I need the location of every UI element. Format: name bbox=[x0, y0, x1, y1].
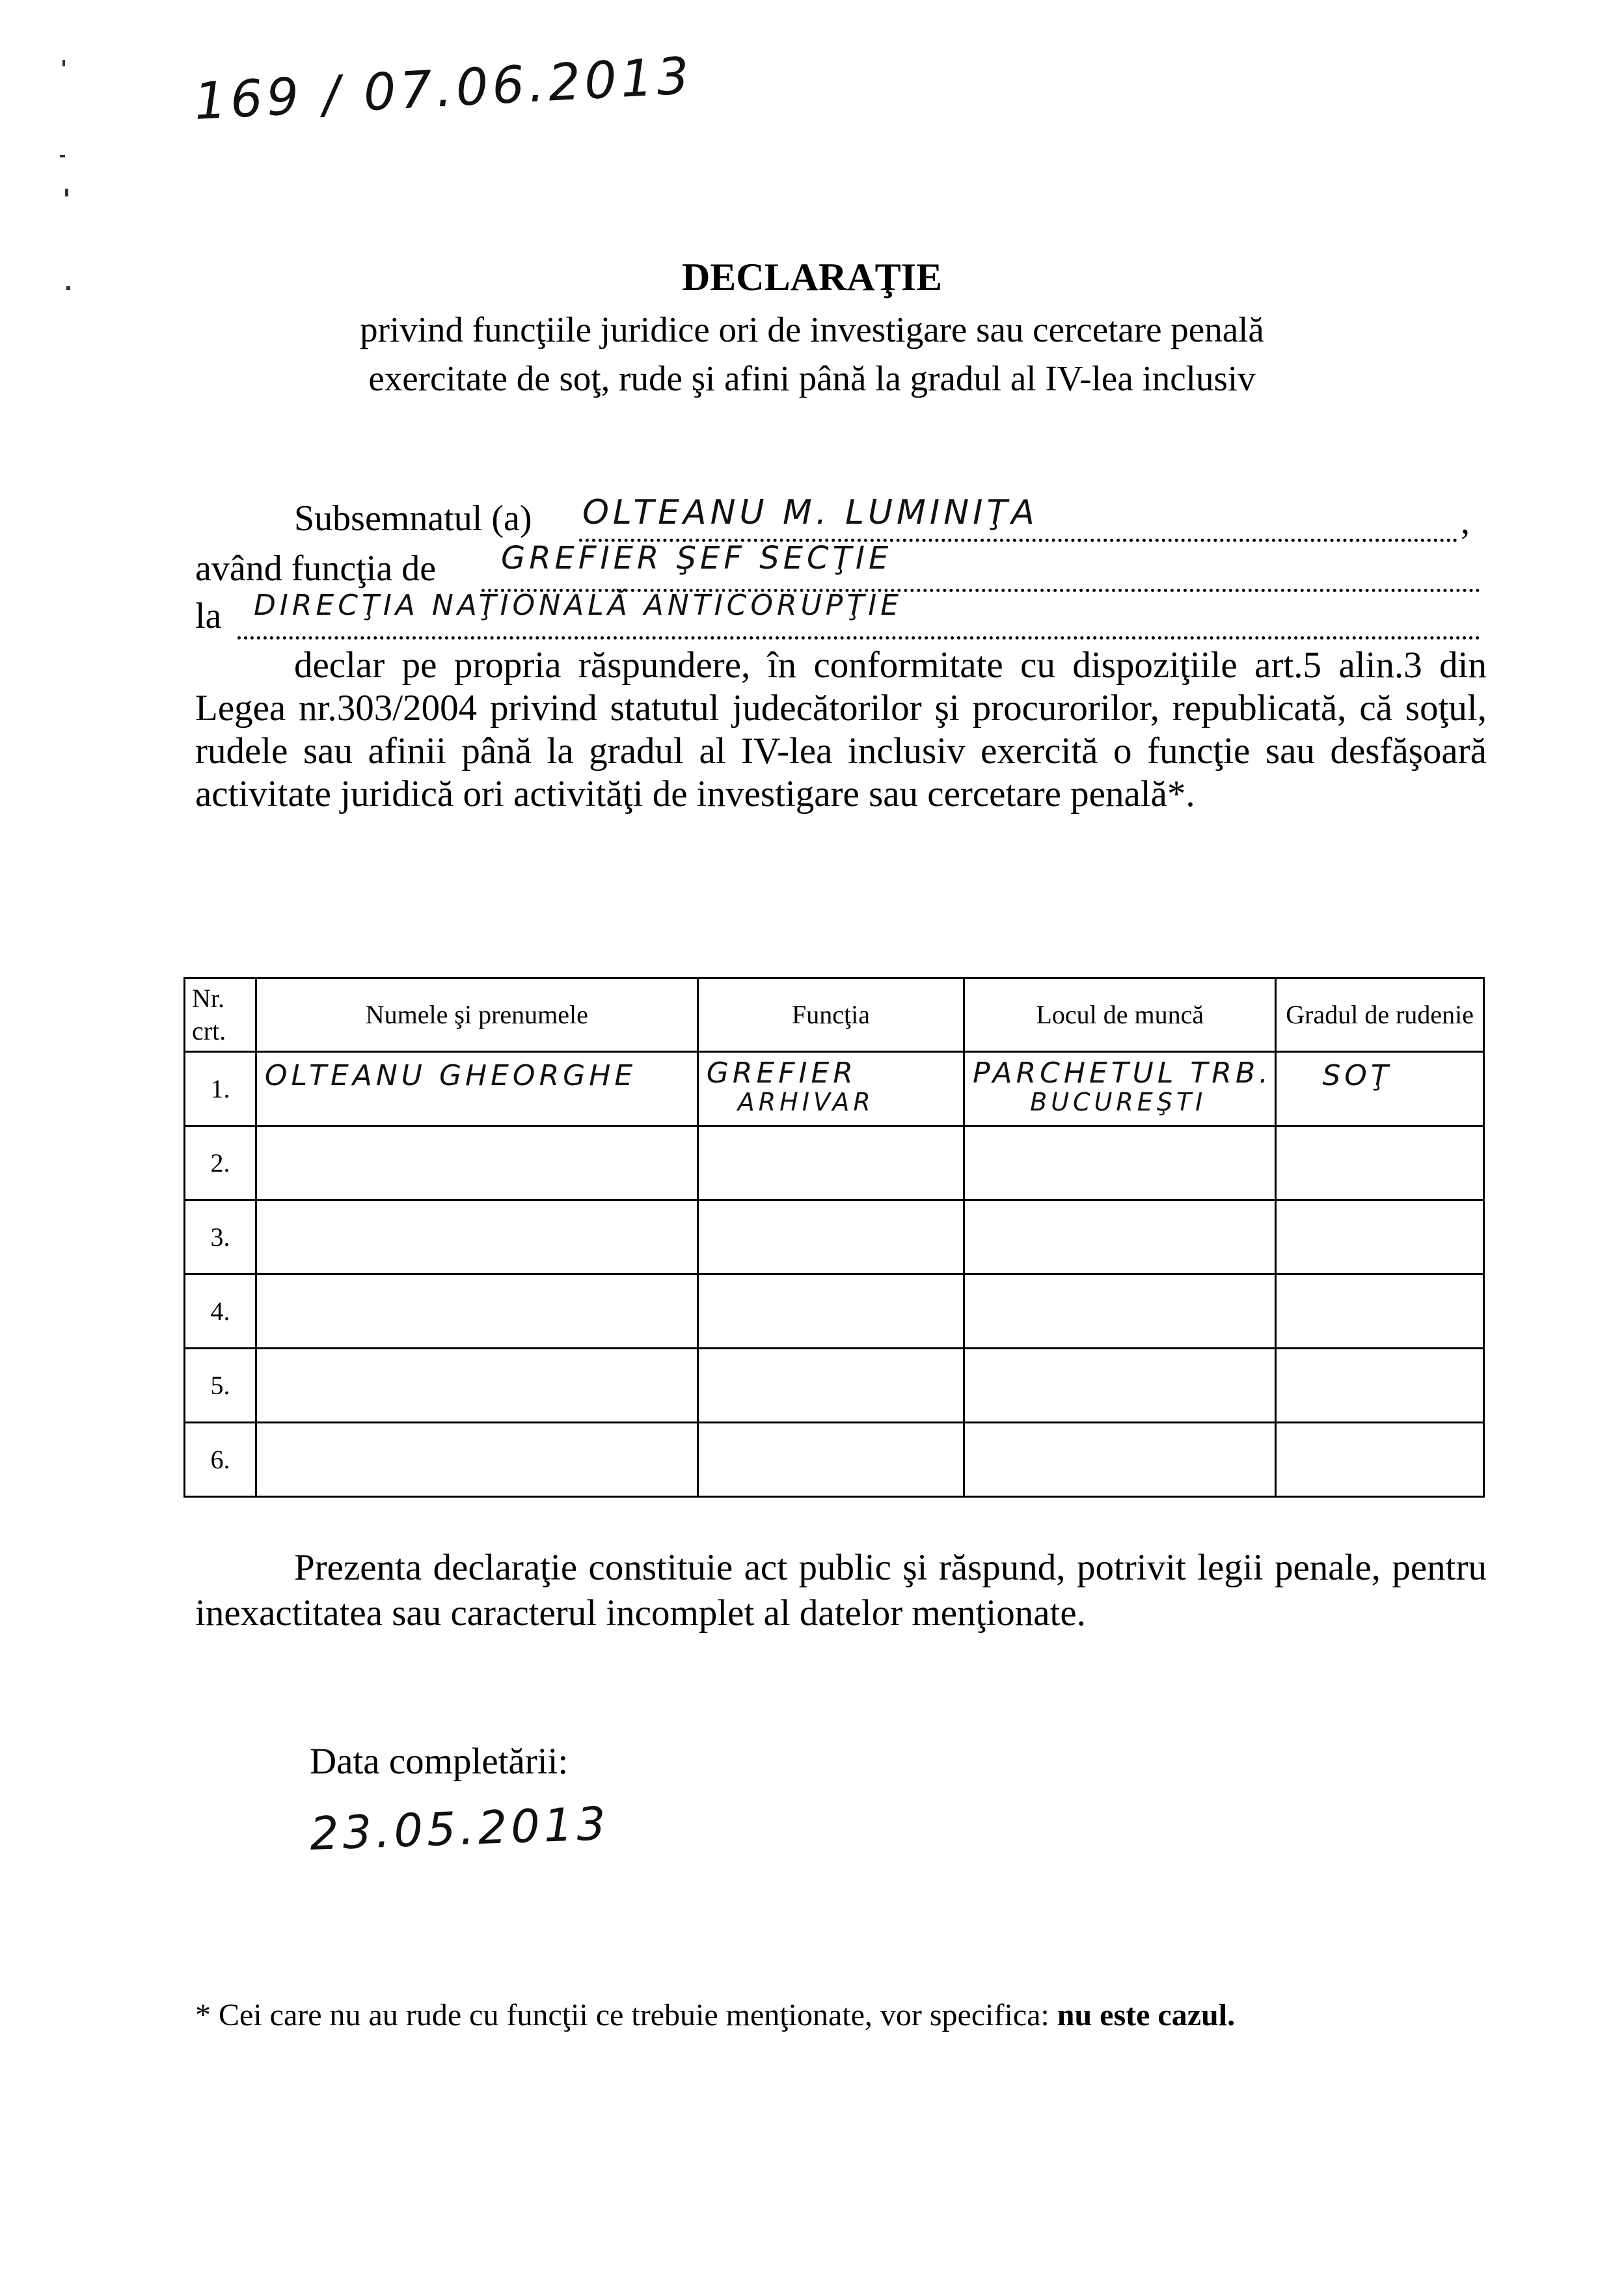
closing-paragraph bbox=[195, 1545, 1487, 1636]
row-nr: 3. bbox=[185, 1200, 256, 1274]
row-name-cell[interactable] bbox=[256, 1126, 697, 1200]
row-function-line2: ARHIVAR bbox=[737, 1088, 874, 1116]
functia-label: având funcţia de bbox=[195, 548, 437, 589]
row-degree-cell[interactable] bbox=[1276, 1052, 1484, 1126]
col-header-nr: Nr. crt. bbox=[185, 978, 256, 1052]
col-header-workplace: Locul de muncă bbox=[964, 978, 1276, 1052]
registration-number-handwritten: 169 / 07.06.2013 bbox=[193, 46, 695, 132]
row-function-cell[interactable] bbox=[697, 1126, 964, 1200]
table-row bbox=[185, 1052, 1484, 1126]
la-label: la bbox=[195, 596, 222, 636]
table-header-row bbox=[185, 978, 1484, 1052]
row-function-cell[interactable] bbox=[697, 1052, 964, 1126]
scan-speck bbox=[60, 155, 65, 157]
declaration-paragraph bbox=[195, 644, 1487, 816]
subsemnatul-value: OLTEANU M. LUMINIŢA bbox=[582, 493, 1038, 532]
table-row bbox=[185, 1200, 1484, 1274]
subsemnatul-comma: , bbox=[1461, 502, 1470, 542]
row-degree-cell[interactable] bbox=[1276, 1349, 1484, 1423]
row-function-line1: GREFIER bbox=[706, 1057, 857, 1090]
la-dotted-field[interactable] bbox=[237, 636, 1480, 640]
table-row bbox=[185, 1423, 1484, 1497]
col-header-degree: Gradul de rudenie bbox=[1276, 978, 1484, 1052]
functia-line bbox=[195, 548, 436, 589]
row-nr: 5. bbox=[185, 1349, 256, 1423]
row-nr: 6. bbox=[185, 1423, 256, 1497]
table-row bbox=[185, 1274, 1484, 1349]
row-function-cell[interactable] bbox=[697, 1274, 964, 1349]
row-degree-cell[interactable] bbox=[1276, 1423, 1484, 1497]
subsemnatul-label: Subsemnatul (a) bbox=[294, 498, 532, 539]
document-subtitle-line1: privind funcţiile juridice ori de investigare sau cercetare penală bbox=[360, 310, 1264, 349]
col-header-name: Numele şi prenumele bbox=[256, 978, 697, 1052]
row-name-cell[interactable] bbox=[256, 1349, 697, 1423]
row-workplace-cell[interactable] bbox=[964, 1126, 1276, 1200]
relatives-table bbox=[183, 977, 1485, 1498]
subsemnatul-line bbox=[294, 498, 532, 539]
row-workplace-cell[interactable] bbox=[964, 1200, 1276, 1274]
closing-text: Prezenta declaraţie constituie act public şi răspund, potrivit legii penale, pentru inexactitatea sau caracterul incomplet al datelor menţionate. bbox=[195, 1547, 1487, 1634]
row-name: OLTEANU GHEORGHE bbox=[264, 1059, 637, 1092]
row-function-cell[interactable] bbox=[697, 1200, 964, 1274]
table-row bbox=[185, 1349, 1484, 1423]
date-value-handwritten: 23.05.2013 bbox=[308, 1796, 611, 1861]
la-value: DIRECŢIA NAŢIONALĂ ANTICORUPŢIE bbox=[254, 589, 902, 622]
row-degree-cell[interactable] bbox=[1276, 1126, 1484, 1200]
row-workplace-cell[interactable] bbox=[964, 1052, 1276, 1126]
row-function-cell[interactable] bbox=[697, 1423, 964, 1497]
row-name-cell[interactable] bbox=[256, 1423, 697, 1497]
la-line bbox=[195, 595, 221, 637]
table-row bbox=[185, 1126, 1484, 1200]
row-degree-cell[interactable] bbox=[1276, 1200, 1484, 1274]
row-nr: 2. bbox=[185, 1126, 256, 1200]
row-workplace-cell[interactable] bbox=[964, 1349, 1276, 1423]
functia-value: GREFIER ŞEF SECŢIE bbox=[501, 540, 893, 576]
row-name-cell[interactable] bbox=[256, 1052, 697, 1126]
scan-speck bbox=[62, 60, 65, 66]
row-workplace-line1: PARCHETUL TRB. bbox=[973, 1057, 1272, 1090]
row-nr: 1. bbox=[185, 1052, 256, 1126]
row-name-cell[interactable] bbox=[256, 1274, 697, 1349]
row-name-cell[interactable] bbox=[256, 1200, 697, 1274]
document-title: DECLARAŢIE bbox=[681, 256, 943, 299]
row-function-cell[interactable] bbox=[697, 1349, 964, 1423]
row-workplace-cell[interactable] bbox=[964, 1423, 1276, 1497]
declaration-text: declar pe propria răspundere, în conformitate cu dispoziţiile art.5 alin.3 din Legea nr.303/2004 privind statutul judecătorilor şi procurorilor, republicată, că soţul, rudele sau afinii până la gradul al IV-lea inclusiv exercită o funcţie sau desfăşoară activitate juridică ori activităţi de investigare sau cercetare penală*. bbox=[195, 645, 1487, 815]
row-workplace-line2: BUCUREŞTI bbox=[1030, 1088, 1207, 1116]
footnote bbox=[195, 1997, 1235, 2033]
row-degree: SOŢ bbox=[1322, 1059, 1392, 1092]
scan-speck bbox=[65, 189, 68, 196]
document-subtitle-line2: exercitate de soţ, rude şi afini până la gradul al IV-lea inclusiv bbox=[368, 358, 1256, 398]
row-nr: 4. bbox=[185, 1274, 256, 1349]
col-header-function: Funcţia bbox=[697, 978, 964, 1052]
footnote-text: * Cei care nu au rude cu funcţii ce trebuie menţionate, vor specifica: bbox=[195, 1998, 1049, 2032]
row-degree-cell[interactable] bbox=[1276, 1274, 1484, 1349]
row-workplace-cell[interactable] bbox=[964, 1274, 1276, 1349]
date-label: Data completării: bbox=[310, 1741, 569, 1782]
footnote-emphasis: nu este cazul. bbox=[1057, 1998, 1236, 2032]
